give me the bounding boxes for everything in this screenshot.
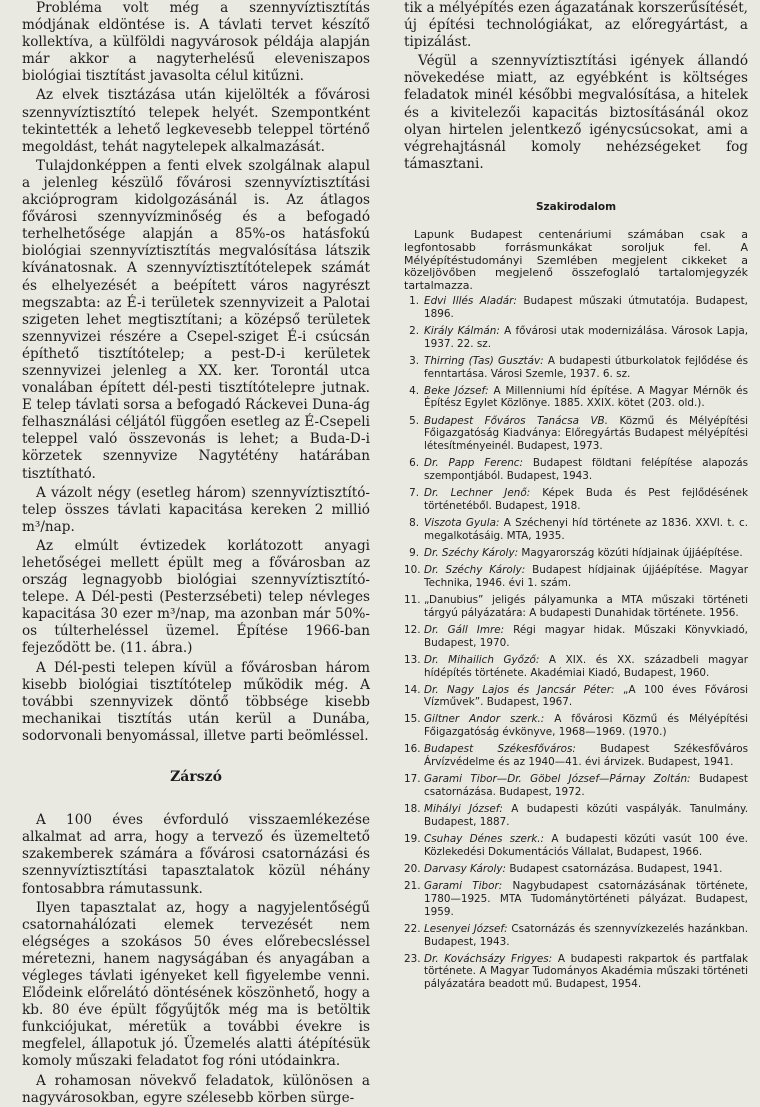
reference-number: 16. (404, 743, 421, 756)
reference-number: 3. (409, 354, 419, 367)
reference-item (404, 547, 748, 560)
reference-text: Közmű és Mélyépítési Főigazgatóság Kiadványa: Előregyártás Budapest mélyépítési létesítményeinél. Budapest, 1973. (424, 414, 749, 453)
reference-text: A fővárosi Közmű és Mélyépítési Főigazgatóság évkönyve, 1968—1969. (1970.) (424, 713, 748, 739)
references-title: Szakirodalom (535, 200, 617, 213)
body-paragraph: Tulajdonképpen a fenti elvek szolgálnak alapul a jelenleg készülő fővárosi szennyvíztisztítási akcióprogram kidolgozásánál is. Az átlagos fővárosi szennyvízminőség és a befogadó terhelhetősége alapján a 85%-os hatásfokú biológiai szennyvíztisztítás megvalósítása látszik kívánatosnak. A szennyvíztisztítótelepek számát és elhelyezését a beépített város nagyrészt megszabta: az É-i területek szennyvizeit a Palotai szigeten lehet megtisztítani; a középső területek szennyvizei részére a Csepel-sziget É-i csúcsán építhető tisztítótelep; a pest-D-i kerületek szennyvizei jelenleg a XX. ker. Torontál utca vonalában épített dél-pesti tisztítótelepre jutnak. E telep távlati sorsa a befogadó Ráckevei Duna-ág felhasználási céljától függően esetleg az É-Csepeli teleppel való összevonás is lehet; a Buda-D-i körzetek szennyvize Nagytétény határában tisztítható. (22, 157, 370, 482)
reference-text: A budapesti közúti vasút 100 éve. Közlekedési Dokumentációs Vállalat, Budapest, 1966. (424, 833, 748, 858)
reference-author: Dr. Papp Ferenc: (424, 457, 524, 470)
references-list (404, 295, 748, 991)
reference-author: Dr. Széchy Károly: (424, 564, 526, 577)
reference-item (404, 773, 748, 799)
reference-author: Giltner Andor szerk.: (424, 713, 545, 726)
reference-number: 9. (409, 546, 419, 559)
body-paragraph: Ilyen tapasztalat az, hogy a nagyjelentőségű csatornahálózati elemek tervezését nem elégséges a szokásos 50 éves előrebecsléssel méretezni, hanem nagyságában és anyagában a végleges távlati igényeket kell figyelembe venni. Elődeink előrelátó döntésének köszönhető, hogy a kb. 80 éve épült főgyűjtők még ma is betöltik funkciójukat, méretük a további évekre is megfelel, állapotuk jó. Üzemelés alatti átépítésük komoly műszaki feladatot fog róni utódainkra. (22, 899, 370, 1070)
reference-number: 6. (409, 457, 419, 470)
reference-item (404, 684, 748, 710)
reference-number: 21. (404, 880, 421, 893)
reference-text: A Széchenyi híd története az 1836. XXVI. t. c. megalkotásáig. MTA, 1935. (424, 517, 748, 542)
reference-text: Budapest hídjainak újjáépítése. Magyar Technika, 1946. évi 1. szám. (424, 564, 749, 589)
reference-text: Budapest csatornázása. Budapest, 1941. (509, 862, 723, 875)
reference-item (404, 880, 748, 918)
reference-item (404, 953, 748, 991)
reference-text: Csatornázás és szennyvízkezelés hazánkban. Budapest, 1943. (424, 922, 748, 948)
reference-author: Dr. Nagy Lajos és Jancsár Péter: (424, 683, 615, 696)
reference-number: 10. (404, 564, 421, 577)
reference-number: 23. (404, 952, 421, 965)
reference-text: Budapest Székesfőváros Árvízvédelme és az 1940—41. évi árvizek. Budapest, 1941. (424, 743, 748, 769)
reference-text: A budapesti közúti vaspályák. Tanulmány. Budapest, 1887. (424, 803, 748, 828)
reference-text: A budapesti rakpartok és partfalak története. A Magyar Tudományos Akadémia műszaki történeti pályázatára beadott mű. Budapest, 1954. (424, 952, 748, 991)
reference-text: Budapest csatornázása. Budapest, 1972. (424, 773, 748, 799)
body-paragraph: A rohamosan növekvő feladatok, különösen a nagyvárosokban, egyre szélesebb körben sürge- (22, 1072, 370, 1106)
reference-number: 19. (404, 833, 421, 846)
reference-text: Magyarország közúti hídjainak újjáépítése. (521, 546, 743, 559)
reference-item (404, 564, 748, 590)
reference-author: Csuhay Dénes szerk.: (424, 833, 545, 846)
reference-author: Dr. Széchy Károly: (424, 546, 519, 559)
reference-item (404, 803, 748, 829)
reference-author: Dr. Kováchsázy Frigyes: (424, 952, 553, 965)
reference-number: 22. (404, 922, 421, 935)
reference-text: Budapest műszaki útmutatója. Budapest, 1896. (424, 295, 748, 320)
reference-author: Dr. Mihailich Győző: (424, 653, 540, 666)
reference-text: „A 100 éves Fővárosi Vízművek”. Budapest, 1967. (424, 683, 748, 709)
reference-number: 11. (404, 593, 421, 606)
reference-item (404, 325, 748, 351)
reference-text: A XIX. és XX. századbeli magyar hídépítés története. Akadémiai Kiadó, Budapest, 1960. (424, 653, 749, 679)
reference-number: 20. (404, 862, 421, 875)
reference-number: 17. (404, 773, 421, 786)
reference-author: Darvasy Károly: (424, 862, 506, 875)
reference-number: 15. (404, 713, 421, 726)
reference-number: 7. (409, 487, 419, 500)
reference-item (404, 624, 748, 650)
reference-author: Edvi Illés Aladár: (424, 295, 517, 308)
reference-number: 4. (409, 384, 419, 397)
body-paragraph: Végül a szennyvíztisztítási igények állandó növekedése miatt, az egyébként is költséges feladatok minél későbbi megvalósítása, a hitelek és a kivitelezői kapacitás biztosításánál okoz olyan hirtelen jelentkező igénycsúcsokat, ami a végrehajtásnál komoly nehézségeket fog támasztani. (404, 53, 748, 172)
body-paragraph: Az elmúlt évtizedek korlátozott anyagi lehetőségei mellett épült meg a fővárosban az ország legnagyobb biológiai szennyvíztisztító-telepe. A Dél-pesti (Pesterzsébeti) telep névleges kapacitása 30 ezer m³/nap, ma azonban már 50%-os túlterheléssel üzemel. Építése 1966-ban fejeződött be. (11. ábra.) (22, 537, 370, 657)
reference-text: A budapesti útburkolatok fejlődése és fenntartása. Városi Szemle, 1937. 6. sz. (424, 354, 748, 380)
reference-text: Nagybudapest csatornázásának története, 1780—1925. MTA Tudománytörténeti pályázat. Budapest, 1959. (424, 880, 748, 918)
reference-item (404, 594, 748, 620)
reference-number: 13. (404, 653, 421, 666)
reference-item (404, 457, 748, 483)
reference-item (404, 295, 748, 321)
reference-text: Képek Buda és Pest fejlődésének történetéből. Budapest, 1918. (424, 487, 749, 512)
reference-item (404, 355, 748, 381)
body-paragraph: Probléma volt még a szennyvíztisztítás módjának eldöntése is. A távlati tervet készítő kollektíva, a külföldi nagyvárosok példája alapján már akkor a nagyterhelésű eleveniszapos biológiai tisztítást javasolta célul kitűzni. (22, 0, 370, 85)
reference-author: Beke József: (424, 384, 489, 397)
reference-item (404, 517, 748, 543)
body-paragraph: A Dél-pesti telepen kívül a fővárosban három kisebb biológiai tisztítótelep működik még. A további szennyvizek döntő többsége kisebb mechanikai tisztítás után kerül a Dunába, sodorvonali benyomással, illetve parti beömléssel. (22, 659, 370, 744)
reference-author: Mihályi József: (424, 803, 503, 816)
reference-text: A Millenniumi híd építése. A Magyar Mérnök és Építész Egylet Közlönye. 1885. XXIX. kötet (203. old.). (424, 384, 748, 410)
reference-author: Dr. Lechner Jenő: (424, 487, 531, 500)
reference-item (404, 415, 748, 453)
reference-item (404, 863, 748, 876)
right-column (404, 0, 748, 995)
reference-author: Thirring (Tas) Gusztáv: (424, 354, 544, 367)
reference-number: 12. (404, 623, 421, 636)
reference-item (404, 385, 748, 411)
reference-author: Dr. Gáll Imre: (424, 623, 505, 636)
reference-author: Király Kálmán: (424, 324, 500, 337)
reference-number: 1. (409, 295, 419, 308)
references-intro: Lapunk Budapest centenáriumi számában csak a legfontosabb forrásmunkákat soroljuk fel. A Mélyépítéstudományi Szemlében megjelent cikkeket a közeljövőben megjelenő összefoglaló tartalomjegyzék tartalmazza. (404, 228, 748, 293)
reference-item (404, 713, 748, 739)
reference-number: 18. (404, 803, 421, 816)
reference-text: Budapest földtani felépítése alapozás szempontjából. Budapest, 1943. (424, 457, 748, 483)
reference-item (404, 833, 748, 859)
reference-author: Lesenyei József: (424, 922, 508, 935)
body-paragraph: Az elvek tisztázása után kijelölték a fővárosi szennyvíztisztító telepek helyét. Szempontként tekintették a lehető legkevesebb teleppel történő megoldást, tehát nagytelepek alkalmazását. (22, 87, 370, 155)
reference-text: A fővárosi utak modernizálása. Városok Lapja, 1937. 22. sz. (424, 324, 748, 350)
reference-number: 2. (409, 324, 419, 337)
reference-item (404, 923, 748, 949)
reference-text: Régi magyar hidak. Műszaki Könyvkiadó, Budapest, 1970. (424, 623, 748, 649)
reference-number: 5. (409, 414, 419, 427)
reference-author: Garami Tibor: (424, 880, 503, 893)
reference-item (404, 654, 748, 680)
reference-author: Budapest Székesfőváros: (424, 743, 576, 756)
reference-item (404, 487, 748, 513)
reference-text: „Danubius” jeligés pályamunka a MTA műszaki történeti tárgyú pályázatára: A budapesti Dunahidak története. 1956. (424, 593, 748, 619)
reference-item (404, 743, 748, 769)
reference-number: 14. (404, 683, 421, 696)
reference-author: Viszota Gyula: (424, 517, 500, 530)
reference-number: 8. (409, 517, 419, 530)
body-paragraph: A 100 éves évforduló visszaemlékezése alkalmat ad arra, hogy a tervező és üzemeltető szakemberek számára a fővárosi csatornázási és szennyvíztisztítási tapasztalatok közül néhány fontosabbra rámutassunk. (22, 812, 370, 897)
left-column (22, 0, 370, 1107)
body-paragraph: tik a mélyépítés ezen ágazatának korszerűsítését, új építési technológiákat, az előregyártást, a tipizálást. (404, 0, 748, 51)
section-title: Zárszó (170, 769, 222, 786)
body-paragraph: A vázolt négy (esetleg három) szennyvíztisztító-telep összes távlati kapacitása kereken 2 millió m³/nap. (22, 484, 370, 535)
reference-author: Budapest Főváros Tanácsa VB. (424, 414, 608, 427)
reference-author: Garami Tibor—Dr. Göbel József—Párnay Zoltán: (424, 773, 691, 786)
